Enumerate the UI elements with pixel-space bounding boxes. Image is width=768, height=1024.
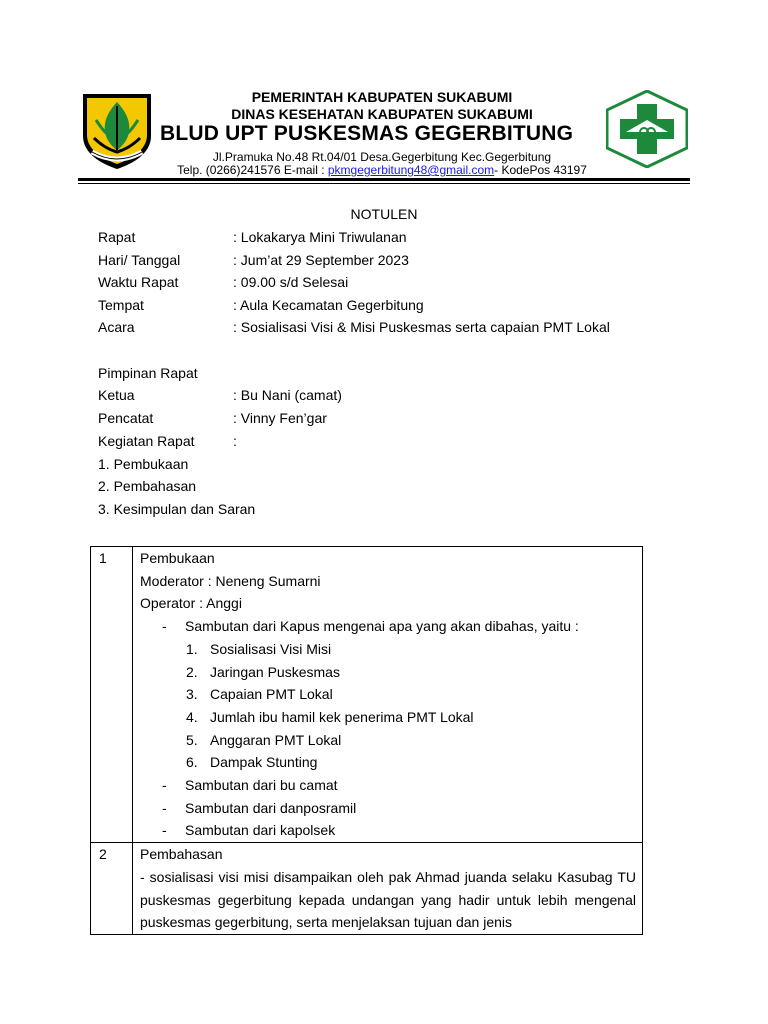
row-number: 2	[91, 843, 133, 935]
discussion-clip	[140, 866, 636, 934]
agenda-item: 3. Kesimpulan dan Saran	[98, 501, 256, 517]
header-title: BLUD UPT PUSKESMAS GEGERBITUNG	[160, 122, 574, 145]
list-item: 6. Dampak Stunting	[186, 754, 318, 771]
dash-bullet: -	[162, 777, 167, 794]
sukabumi-emblem-icon	[80, 92, 154, 170]
dash-bullet: -	[162, 799, 167, 816]
list-item: 3. Capaian PMT Lokal	[186, 686, 333, 703]
info-row-waktu	[98, 271, 348, 293]
info-label: Tempat	[98, 297, 144, 313]
info-label: Kegiatan Rapat	[98, 433, 195, 449]
list-item: 2. Jaringan Puskesmas	[186, 663, 340, 680]
info-row-kegiatan	[98, 430, 237, 452]
list-item: - Sambutan dari bu camat	[140, 774, 636, 797]
info-label: Ketua	[98, 387, 135, 403]
header-email-link[interactable]: pkmgegerbitung48@gmail.com	[327, 163, 495, 177]
info-value: : Aula Kecamatan Gegerbitung	[233, 297, 424, 313]
operator-line: Operator : Anggi	[140, 595, 242, 612]
info-label: Acara	[98, 319, 135, 335]
header-telp-prefix: Telp. (0266)241576 E-mail :	[177, 163, 328, 177]
dash-bullet: -	[162, 618, 167, 635]
notes-table	[90, 546, 643, 935]
header-contact	[152, 163, 612, 177]
info-value: : Jum’at 29 September 2023	[233, 252, 409, 268]
info-row-tempat	[98, 294, 424, 316]
info-label: Waktu Rapat	[98, 274, 179, 290]
list-item: - Sambutan dari kapolsek	[140, 819, 636, 842]
dash-bullet: -	[162, 822, 167, 839]
row-content	[133, 547, 643, 843]
info-row-rapat	[98, 226, 407, 248]
pimpinan-heading: Pimpinan Rapat	[98, 365, 198, 381]
row-number: 1	[91, 547, 133, 843]
info-label: Pencatat	[98, 410, 154, 426]
list-item: 4. Jumlah ibu hamil kek penerima PMT Lokal	[186, 708, 474, 725]
section-title: Pembukaan	[140, 550, 215, 566]
info-row-pencatat	[98, 407, 327, 429]
info-value: :	[233, 433, 237, 449]
list-item: 1. Sosialisasi Visi Misi	[186, 640, 332, 657]
info-value: : Vinny Fen’gar	[233, 410, 327, 426]
puskesmas-logo-icon	[606, 90, 688, 168]
info-value: : Lokakarya Mini Triwulanan	[233, 229, 407, 245]
list-item: - Sambutan dari danposramil	[140, 797, 636, 820]
info-value: : Bu Nani (camat)	[233, 387, 342, 403]
table-row	[91, 547, 643, 843]
list-item: 5. Anggaran PMT Lokal	[186, 731, 342, 748]
discussion-paragraph: - sosialisasi visi misi disampaikan oleh pak Ahmad juanda selaku Kasubag TU puskesmas gegerbitung kepada undangan yang hadir untuk lebih mengenal puskesmas gegerbitung, serta menjelaksan tujuan dan jenis	[140, 868, 636, 931]
info-value: : 09.00 s/d Selesai	[233, 274, 349, 290]
info-row-tanggal	[98, 249, 409, 271]
info-label: Hari/ Tanggal	[98, 252, 181, 268]
moderator-line: Moderator : Neneng Sumarni	[140, 572, 321, 589]
header-government-line: PEMERINTAH KABUPATEN SUKABUMI	[251, 89, 513, 105]
info-value: : Sosialisasi Visi & Misi Puskesmas serta capaian PMT Lokal	[233, 319, 610, 335]
header-department-line: DINAS KESEHATAN KABUPATEN SUKABUMI	[231, 106, 533, 122]
row-content	[133, 843, 643, 935]
header-address: Jl.Pramuka No.48 Rt.04/01 Desa.Gegerbitung Kec.Gegerbitung	[212, 150, 552, 164]
list-item: - Sambutan dari Kapus mengenai apa yang akan dibahas, yaitu :	[140, 615, 636, 638]
table-row	[91, 843, 643, 935]
section-title: Pembahasan	[140, 846, 223, 863]
agenda-item: 1. Pembukaan	[98, 456, 189, 472]
info-row-ketua	[98, 384, 342, 406]
header-telp-suffix: - KodePos 43197	[494, 163, 587, 177]
header-divider-thick	[78, 178, 690, 181]
header-divider-thin	[78, 183, 690, 184]
info-label: Rapat	[98, 229, 136, 245]
document-title: NOTULEN	[350, 206, 418, 222]
info-row-acara	[98, 316, 610, 338]
agenda-item: 2. Pembahasan	[98, 478, 197, 494]
